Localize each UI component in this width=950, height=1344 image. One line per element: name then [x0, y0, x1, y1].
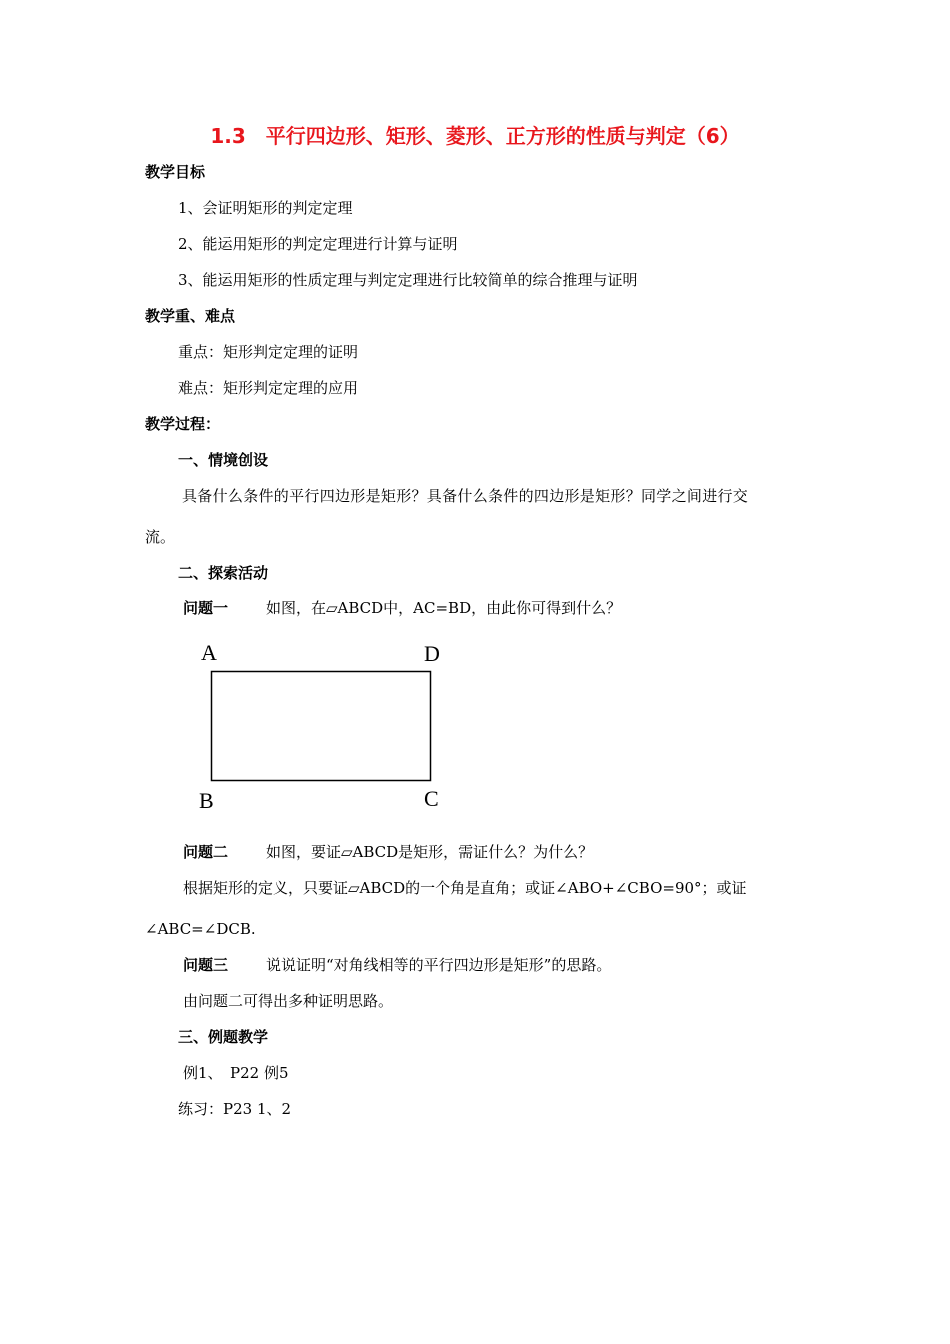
keypoints-heading: 教学重、难点 [145, 307, 236, 325]
question1-label: 问题一 [183, 599, 229, 617]
vertex-label-a: A [201, 640, 217, 665]
rectangle-abcd [212, 672, 431, 781]
vertex-label-c: C [424, 786, 439, 811]
vertex-label-b: B [199, 788, 214, 813]
rectangle-figure [195, 640, 455, 820]
question3-label: 问题三 [183, 956, 229, 974]
goal-item-1: 1、会证明矩形的判定定理 [178, 199, 353, 217]
example-line: 例1、 P22 例5 [183, 1064, 289, 1082]
goal-item-2: 2、能运用矩形的判定定理进行计算与证明 [178, 235, 458, 253]
keypoint-focus: 重点：矩形判定定理的证明 [178, 343, 359, 361]
process-heading: 教学过程： [145, 415, 221, 433]
question2-text: 如图，要证▱ABCD是矩形，需证什么？为什么？ [266, 843, 594, 861]
question2-answer-line2: ∠ABC=∠DCB. [145, 920, 256, 938]
keypoint-difficulty: 难点：矩形判定定理的应用 [178, 379, 359, 397]
vertex-label-d: D [424, 641, 440, 666]
goal-item-3: 3、能运用矩形的性质定理与判定定理进行比较简单的综合推理与证明 [178, 271, 638, 289]
question2-answer-line1: 根据矩形的定义，只要证▱ABCD的一个角是直角；或证∠ABO+∠CBO=90°；或证 [183, 879, 747, 897]
goals-heading: 教学目标 [145, 163, 206, 181]
question2-label: 问题二 [183, 843, 229, 861]
section3-heading: 三、例题教学 [178, 1028, 269, 1046]
rectangle-figure-svg [195, 640, 455, 820]
question1-text: 如图，在▱ABCD中，AC=BD，由此你可得到什么？ [266, 599, 622, 617]
page-title: 1.3 平行四边形、矩形、菱形、正方形的性质与判定（6） [210, 124, 740, 148]
section1-paragraph-line2: 流。 [145, 528, 176, 546]
section1-paragraph-line1: 具备什么条件的平行四边形是矩形？具备什么条件的四边形是矩形？同学之间进行交 [182, 487, 749, 505]
question3-answer: 由问题二可得出多种证明思路。 [183, 992, 394, 1010]
exercise-line: 练习：P23 1、2 [178, 1100, 292, 1118]
section1-heading: 一、情境创设 [178, 451, 269, 469]
section2-heading: 二、探索活动 [178, 564, 269, 582]
question3-text: 说说证明“对角线相等的平行四边形是矩形”的思路。 [266, 956, 612, 974]
